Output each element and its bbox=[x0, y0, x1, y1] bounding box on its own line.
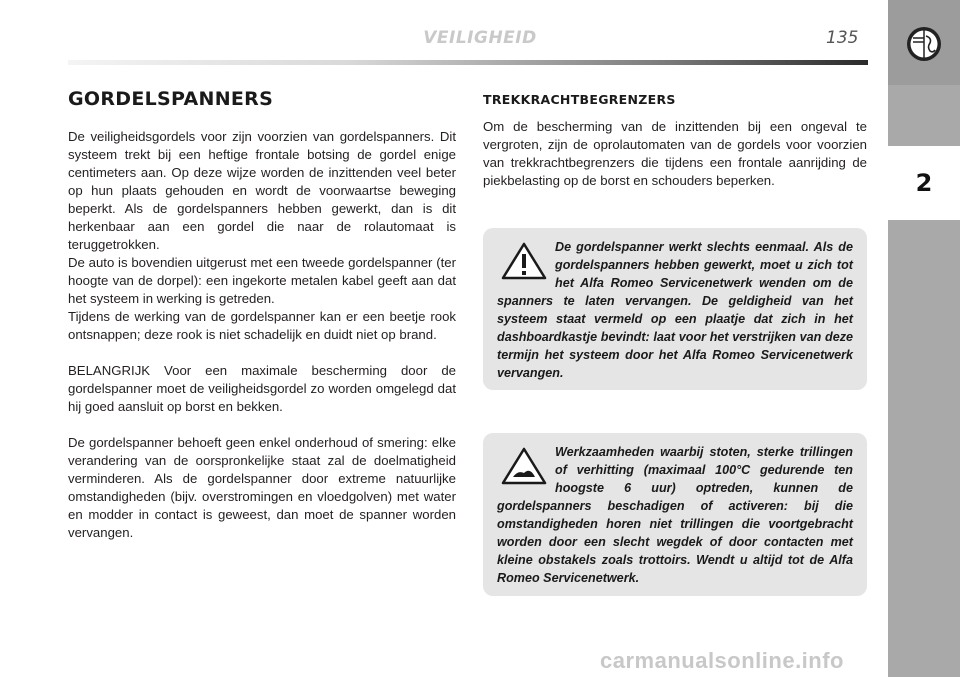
warning-text-1: De gordelspanner werkt slechts eenmaal. Als de gordelspanners hebben gewerkt, moet u zich tot het Alfa Romeo Servicenetwerk wenden om de spanners te laten vervangen. De geldigheid van het systeem staat vermeld op een plaatje dat zich in het dashboardkastje bevindt: laat voor het verstrijken van deze termijn het systeem door het Alfa Romeo Servicenetwerk vervangen. bbox=[497, 240, 853, 380]
paragraph-limiters: Om de bescherming van de inzittenden bij een ongeval te vergroten, zijn de oprolautomaten van de gordels voor voorzien van trekkrachtbegrenzers die tijdens een frontale aanrijding de piekbelasting op de borst en schouders beperken. bbox=[483, 119, 867, 188]
chapter-side-tab bbox=[888, 0, 960, 677]
heading-gordelspanners: GORDELSPANNERS bbox=[68, 88, 274, 110]
paragraph-1: De veiligheidsgordels voor zijn voorzien van gordelspanners. Dit systeem trekt bij een heftige frontale botsing de gordel enige centimeters aan. Op deze wijze worden de inzittenden veel beter op hun plaats gehouden en wordt de voorwaartse beweging beperkt. Als de gordelspanners hebben gewerkt, dan is dit herkenbaar aan een gordel die naar de rolautomaat is teruggetrokken. bbox=[68, 129, 456, 252]
warning-box-1 bbox=[483, 228, 867, 390]
side-tab-top bbox=[888, 0, 960, 85]
watermark: carmanualsonline.info bbox=[600, 648, 844, 673]
header-rule bbox=[68, 60, 868, 65]
page-number: 135 bbox=[826, 28, 859, 48]
warning-triangle-icon bbox=[501, 242, 547, 280]
paragraph-important: BELANGRIJK Voor een maximale bescherming door de gordelspanner moet de veiligheidsgordel zo worden omgelegd dat hij goed aansluit op borst en bekken. bbox=[68, 363, 456, 414]
paragraph-3: Tijdens de werking van de gordelspanner kan er een beetje rook ontsnappen; deze rook is niet schadelijk en duidt niet op brand. bbox=[68, 309, 456, 342]
chapter-number: 2 bbox=[915, 169, 933, 197]
chapter-tab-2[interactable] bbox=[888, 146, 960, 220]
alfa-romeo-logo-icon bbox=[906, 26, 942, 62]
paragraph-maintenance: De gordelspanner behoeft geen enkel onderhoud of smering: elke verandering van de oorspronkelijke staat zal de doelmatigheid verminderen. Als de gordelspanner door extreme natuurlijke omstandigheden (bijv. overstromingen en vloedgolven) met water en modder in contact is geweest, dan moet de spanner worden vervangen. bbox=[68, 435, 456, 540]
environment-warning-icon bbox=[501, 447, 547, 485]
paragraph-2: De auto is bovendien uitgerust met een tweede gordelspanner (ter hoogte van de dorpel): een ingekorte metalen kabel geeft aan dat het systeem in werking is getreden. bbox=[68, 255, 456, 306]
heading-trekkrachtbegrenzers: TREKKRACHTBEGRENZERS bbox=[483, 92, 676, 107]
right-column bbox=[483, 118, 867, 190]
left-column bbox=[68, 128, 456, 560]
warning-box-2 bbox=[483, 433, 867, 596]
section-title: VEILIGHEID bbox=[423, 28, 537, 48]
warning-text-2: Werkzaamheden waarbij stoten, sterke trillingen of verhitting (maximaal 100°C gedurende ten hoogste 6 uur) optreden, kunnen de gordelspanners beschadigen of activeren: bij die omstandigheden horen niet trillingen die voortgebracht worden door een slecht wegdek of door contacten met kleine obstakels zoals trottoirs. Wendt u altijd tot de Alfa Romeo Servicenetwerk. bbox=[497, 445, 853, 585]
